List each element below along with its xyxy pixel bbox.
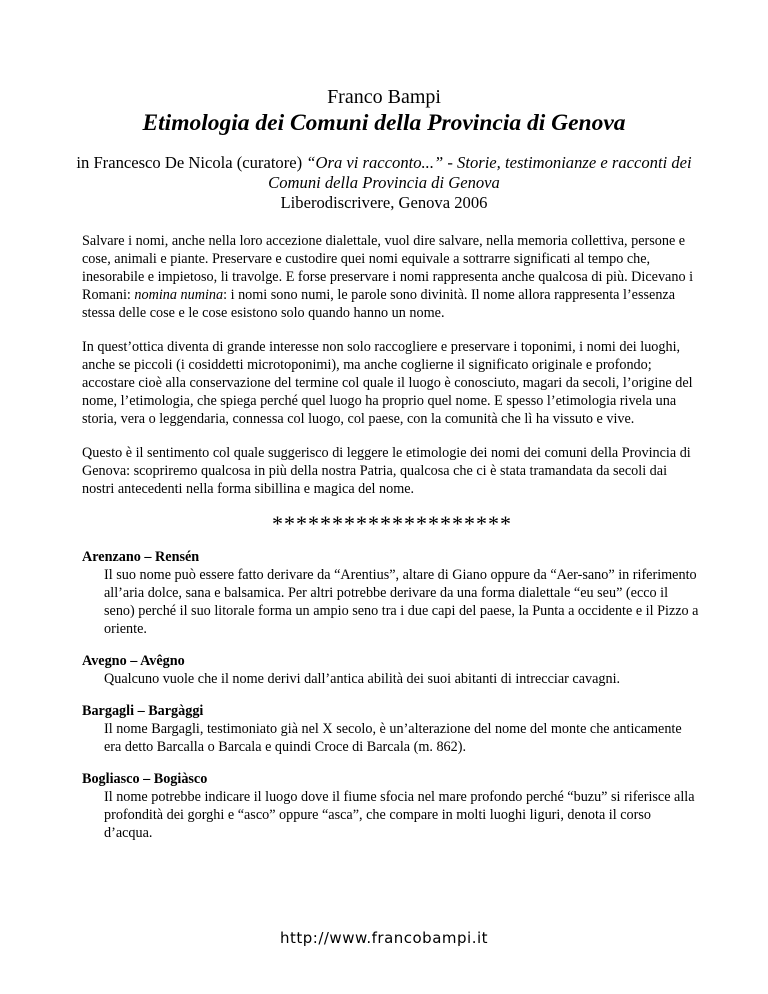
entry-text: Il suo nome può essere fatto derivare da “Arentius”, altare di Giano oppure da “Aer-sano” in riferimento all’aria dolce, sana e balsamica. Per altri potrebbe derivare da una forma dialettale “eu seu” (ecco il seno) perché il suo litorale forma un ampio seno tra i due capi del paese, la Punta a occidente e il Pizzo a oriente.: [104, 567, 699, 637]
document-title: Etimologia dei Comuni della Provincia di Genova: [142, 110, 626, 136]
entry-heading: Bargagli – Bargàggi: [82, 703, 204, 719]
section-separator: ********************: [272, 511, 512, 536]
source-citation: [70, 153, 698, 213]
entry-bargagli: [82, 702, 702, 756]
intro-paragraph-3: Questo è il sentimento col quale suggerisco di leggere le etimologie dei nomi dei comuni della Provincia di Genova: scopriremo qualcosa in più della nostra Patria, qualcosa che ci è stata tramandata da secoli dai nostri antecedenti nella forma sibillina e magica del nome.: [82, 445, 691, 497]
footer-url[interactable]: http://www.francobampi.it: [279, 929, 489, 947]
entry-bogliasco: [82, 770, 702, 842]
intro-paragraph-2: In quest’ottica diventa di grande interesse non solo raccogliere e preservare i toponimi, i nomi dei luoghi, anche se piccoli (i cosiddetti microtoponimi), ma anche coglierne il significato originale e profondo; accostare cioè alla conservazione del termine col quale il luogo è conosciuto, magari da secoli, l’origine del nome, l’etimologia, che spiega perché quel luogo ha proprio quel nome. E spesso l’etimologia rivela una storia, vera o leggendaria, connessa col luogo, col paese, con la comunità che lì ha vissuto e vive.: [82, 339, 693, 427]
entry-arenzano: [82, 548, 702, 638]
entry-text: Qualcuno vuole che il nome derivi dall’antica abilità dei suoi abitanti di intrecciar cavagni.: [104, 671, 621, 687]
entry-heading: Avegno – Avêgno: [82, 653, 185, 669]
latin-phrase: nomina numina: [134, 287, 224, 303]
source-book-title: “Ora vi racconto...”: [306, 153, 444, 172]
intro-paragraph-1: Salvare i nomi, anche nella loro accezione dialettale, vuol dire salvare, nella memoria collettiva, persone e cose, animali e piante. Preservare e custodire quei nomi equivale a sottrarre significati al tempo che, inesorabile e impietoso, li travolge. E forse preservare i nomi rappresenta anche qualcosa di più. Dicevano i Romani: nomina numina: i nomi sono numi, le parole sono divinità. Il nome allora rappresenta l’essenza stessa delle cose e le cose esistono solo quando hanno un nome.: [82, 233, 694, 321]
source-prefix: in Francesco De Nicola (curatore): [76, 153, 307, 172]
entry-heading: Arenzano – Rensén: [82, 549, 200, 565]
source-subtitle: Storie, testimonianze e racconti dei Comuni della Provincia di Genova: [268, 153, 692, 192]
author-name: Franco Bampi: [327, 86, 441, 108]
entry-heading: Bogliasco – Bogiàsco: [82, 771, 208, 787]
document-body: [82, 232, 702, 856]
entry-text: Il nome potrebbe indicare il luogo dove il fiume sfocia nel mare profondo perché “buzu” si riferisce alla profondità dei gorghi e “asco” oppure “asca”, che compare in molti luoghi liguri, denota il corso d’acqua.: [104, 789, 695, 841]
source-publisher: Liberodiscrivere, Genova 2006: [280, 193, 488, 212]
source-separator: -: [443, 153, 458, 172]
entry-text: Il nome Bargagli, testimoniato già nel X secolo, è un’alterazione del nome del monte che anticamente era detto Barcalla o Barcala e quindi Croce di Barcala (m. 862).: [104, 721, 682, 755]
entry-avegno: [82, 652, 702, 688]
